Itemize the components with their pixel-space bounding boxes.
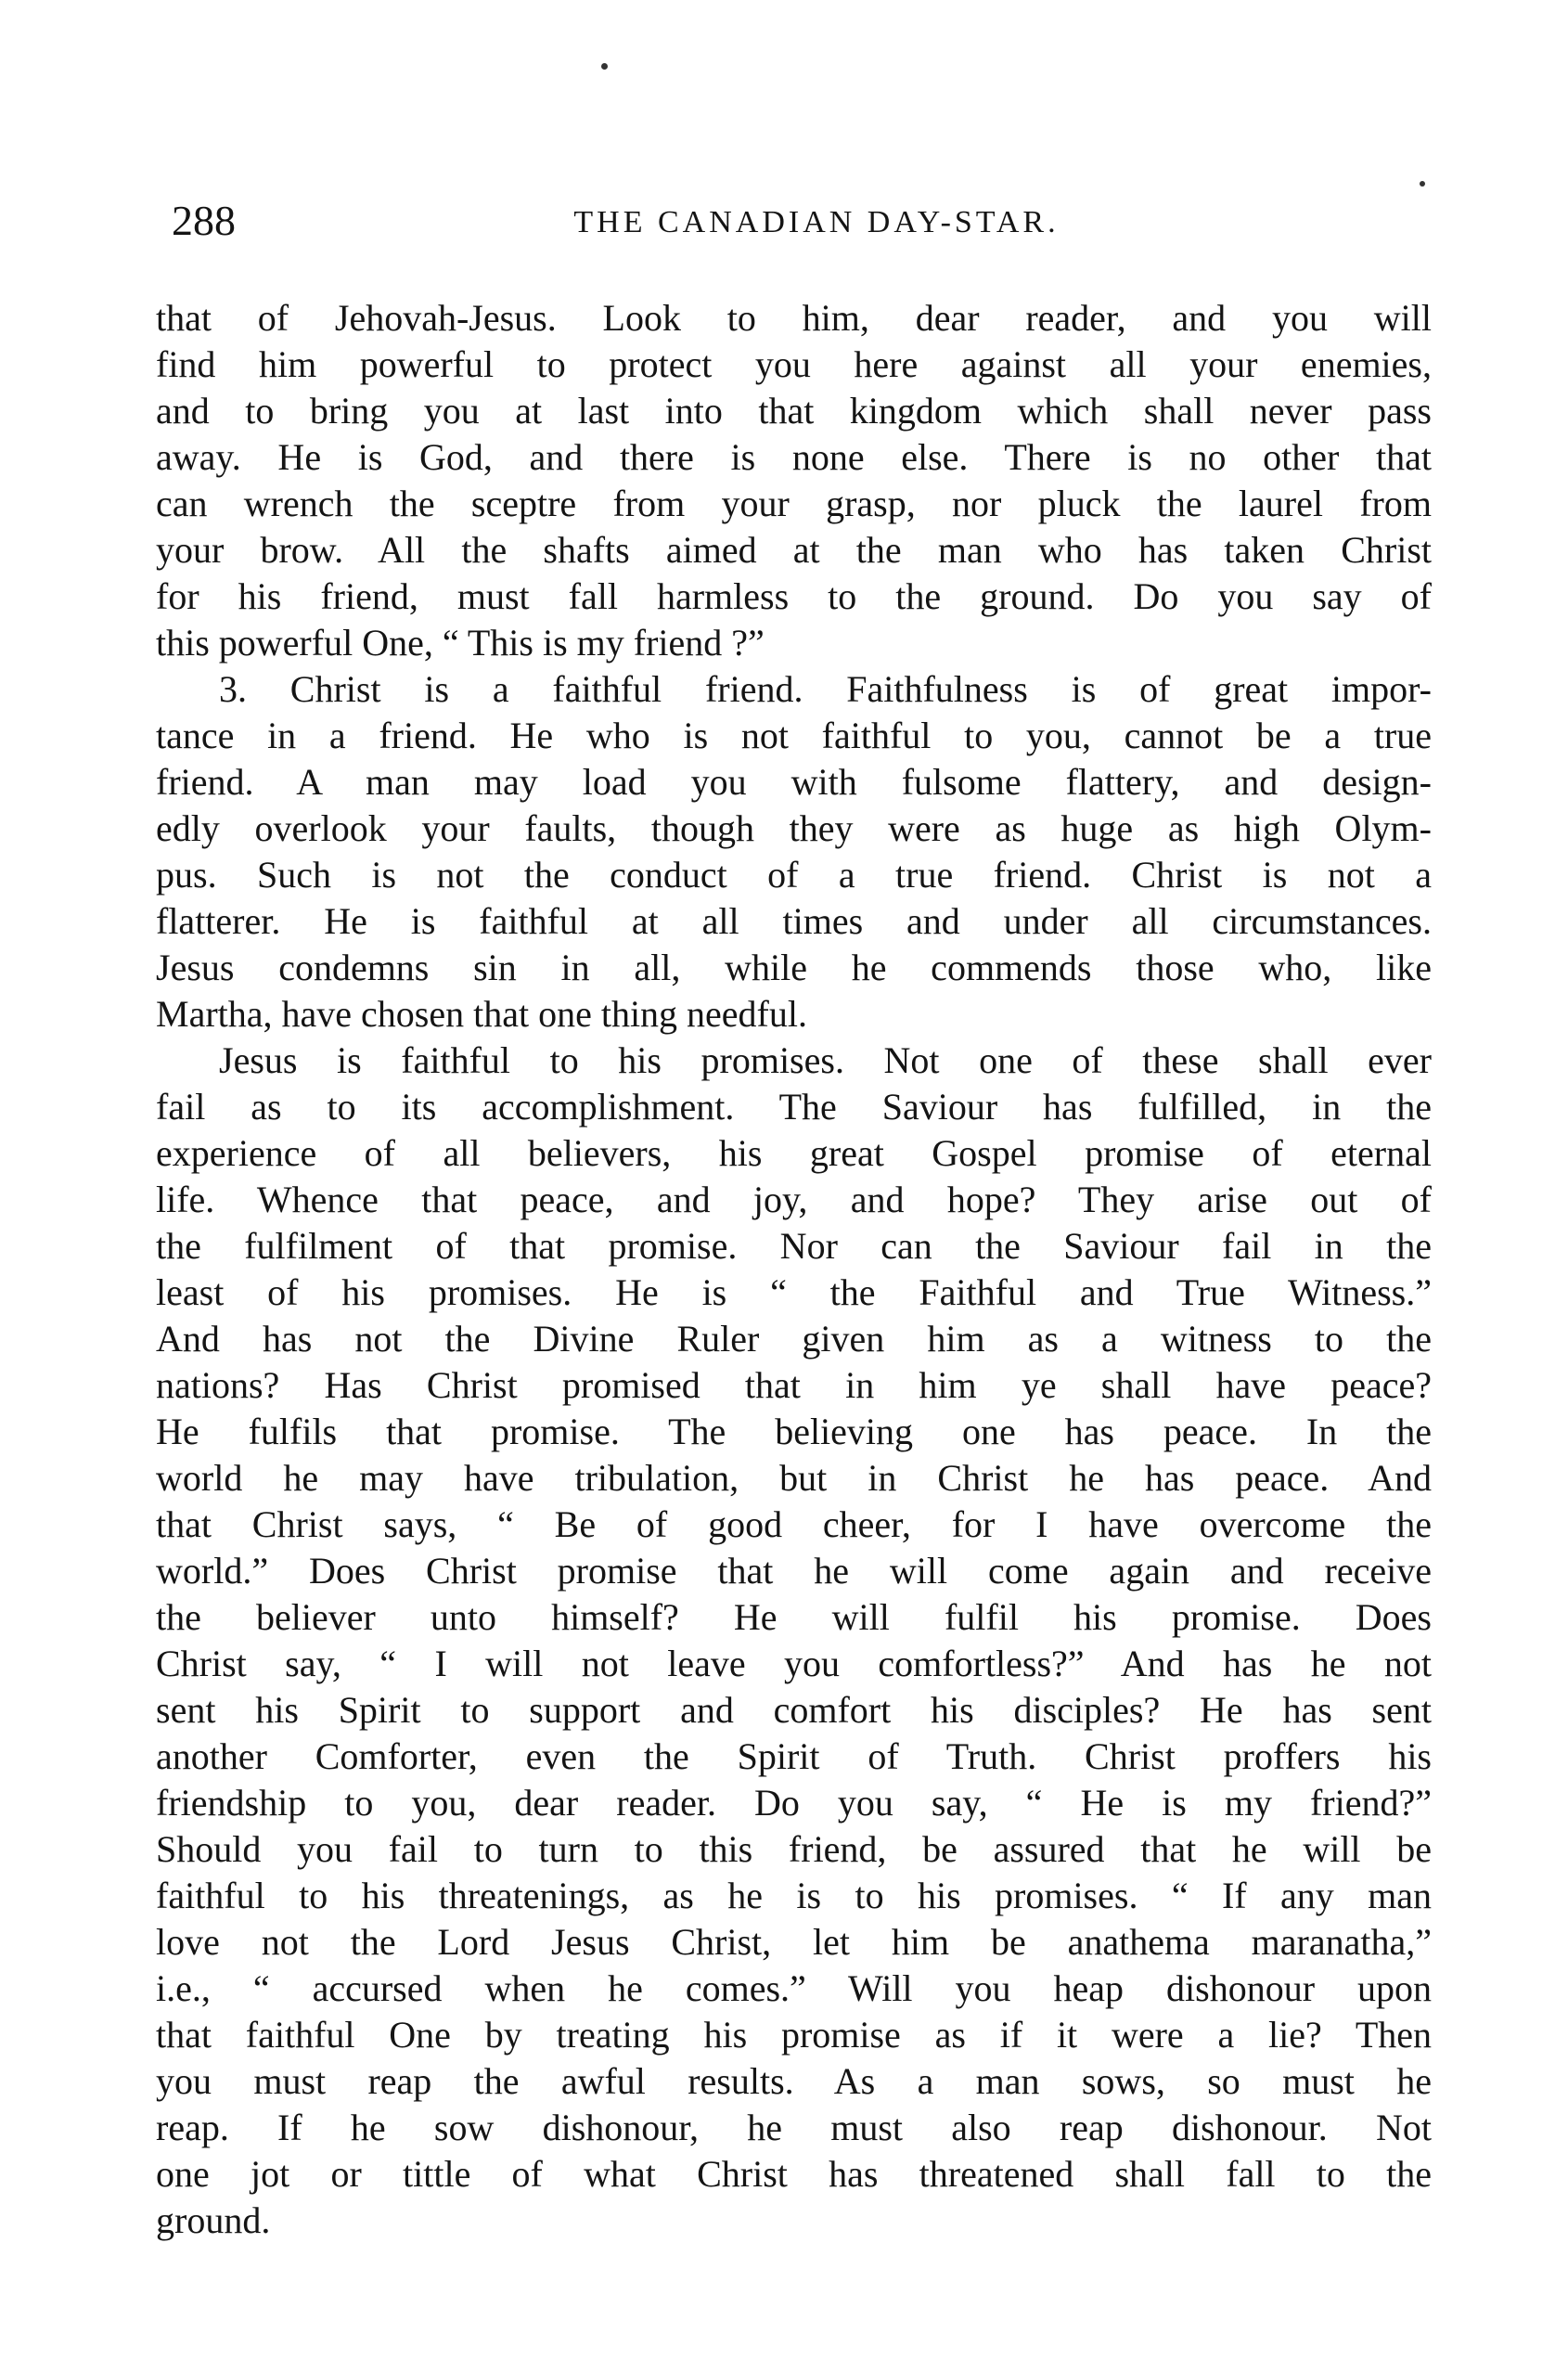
page-number: 288 bbox=[172, 197, 236, 244]
paragraph-3 bbox=[156, 1038, 1432, 2244]
text-line: that of Jehovah-Jesus. Look to him, dear reader, and you will bbox=[156, 297, 1432, 339]
text-line: flatterer. He is faithful at all times and under all circumstances. bbox=[156, 900, 1432, 942]
text-line: world.” Does Christ promise that he will come again and receive bbox=[156, 1550, 1432, 1592]
text-line: find him powerful to protect you here against all your enemies, bbox=[156, 343, 1432, 385]
text-line: edly overlook your faults, though they were as huge as high Olym- bbox=[156, 807, 1432, 849]
running-title: THE CANADIAN DAY-STAR. bbox=[573, 205, 1060, 239]
text-line: faithful to his threatenings, as he is to his promises. “ If any man bbox=[156, 1875, 1432, 1916]
text-line: love not the Lord Jesus Christ, let him be anathema maranatha,” bbox=[156, 1921, 1432, 1963]
text-line: life. Whence that peace, and joy, and hope? They arise out of bbox=[156, 1179, 1432, 1220]
text-line: away. He is God, and there is none else. There is no other that bbox=[156, 436, 1432, 478]
body-text bbox=[156, 295, 1432, 2244]
text-line: fail as to its accomplishment. The Saviour has fulfilled, in the bbox=[156, 1086, 1432, 1128]
text-line: Jesus condemns sin in all, while he commends those who, like bbox=[156, 947, 1432, 988]
text-line: that Christ says, “ Be of good cheer, for I have overcome the bbox=[156, 1503, 1432, 1545]
text-line: reap. If he sow dishonour, he must also reap dishonour. Not bbox=[156, 2107, 1432, 2148]
page-header bbox=[172, 193, 1433, 258]
text-line: and to bring you at last into that kingdom which shall never pass bbox=[156, 390, 1432, 432]
text-line: experience of all believers, his great Gospel promise of eternal bbox=[156, 1132, 1432, 1174]
text-line: your brow. All the shafts aimed at the man who has taken Christ bbox=[156, 529, 1432, 571]
text-line: for his friend, must fall harmless to the ground. Do you say of bbox=[156, 575, 1432, 617]
scan-speck bbox=[1420, 181, 1425, 187]
text-line: He fulfils that promise. The believing one has peace. In the bbox=[156, 1411, 1432, 1452]
text-line: least of his promises. He is “ the Faithful and True Witness.” bbox=[156, 1271, 1432, 1313]
text-line: that faithful One by treating his promise as if it were a lie? Then bbox=[156, 2014, 1432, 2056]
text-line: friendship to you, dear reader. Do you say, “ He is my friend?” bbox=[156, 1782, 1432, 1824]
text-line: i.e., “ accursed when he comes.” Will you heap dishonour upon bbox=[156, 1967, 1432, 2009]
text-line: sent his Spirit to support and comfort his disciples? He has sent bbox=[156, 1689, 1432, 1731]
text-line: pus. Such is not the conduct of a true friend. Christ is not a bbox=[156, 854, 1432, 896]
text-line: you must reap the awful results. As a man sows, so must he bbox=[156, 2060, 1432, 2102]
text-line: world he may have tribulation, but in Christ he has peace. And bbox=[156, 1457, 1432, 1499]
text-line: this powerful One, “ This is my friend ?” bbox=[156, 622, 765, 664]
text-line: another Comforter, even the Spirit of Truth. Christ proffers his bbox=[156, 1735, 1432, 1777]
scan-speck bbox=[601, 63, 608, 70]
text-line: one jot or tittle of what Christ has threatened shall fall to the bbox=[156, 2153, 1432, 2195]
text-line: friend. A man may load you with fulsome flattery, and design- bbox=[156, 761, 1432, 803]
text-line: Should you fail to turn to this friend, be assured that he will be bbox=[156, 1828, 1432, 1870]
text-line: ground. bbox=[156, 2199, 271, 2241]
text-line: tance in a friend. He who is not faithful to you, cannot be a true bbox=[156, 715, 1432, 756]
text-line: 3. Christ is a faithful friend. Faithfulness is of great impor- bbox=[219, 668, 1432, 710]
text-line: the fulfilment of that promise. Nor can the Saviour fail in the bbox=[156, 1225, 1432, 1267]
text-line: Jesus is faithful to his promises. Not one of these shall ever bbox=[219, 1039, 1432, 1081]
text-line: nations? Has Christ promised that in him ye shall have peace? bbox=[156, 1364, 1432, 1406]
paragraph-2 bbox=[156, 666, 1432, 1038]
paragraph-1 bbox=[156, 295, 1432, 666]
text-line: Christ say, “ I will not leave you comfortless?” And has he not bbox=[156, 1643, 1432, 1684]
text-line: And has not the Divine Ruler given him as a witness to the bbox=[156, 1318, 1432, 1360]
text-line: the believer unto himself? He will fulfil his promise. Does bbox=[156, 1596, 1432, 1638]
text-line: Martha, have chosen that one thing needful. bbox=[156, 993, 807, 1035]
text-line: can wrench the sceptre from your grasp, nor pluck the laurel from bbox=[156, 483, 1432, 524]
